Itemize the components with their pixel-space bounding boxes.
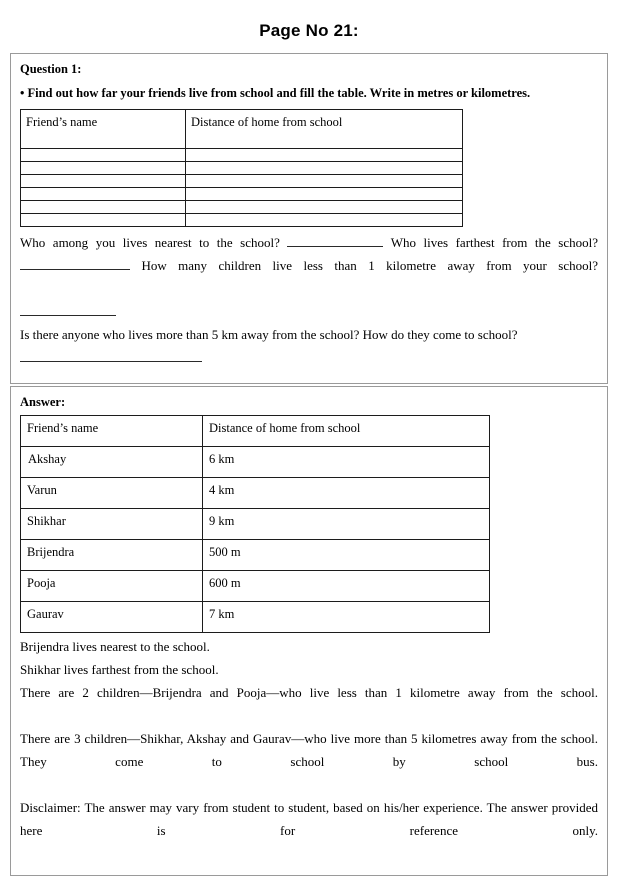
answer-blank-nearest[interactable]	[287, 234, 383, 247]
answer-blank-under-one-km[interactable]	[20, 303, 116, 316]
column-header-distance: Distance of home from school	[203, 416, 490, 447]
table-row	[21, 447, 490, 478]
friend-name-cell: Varun	[21, 478, 203, 509]
followup-questions-paragraph	[20, 231, 598, 300]
answer-blank-row-over-five-km	[20, 346, 598, 369]
distance-cell: 7 km	[203, 602, 490, 633]
table-row[interactable]	[21, 201, 463, 214]
followup-question-nearest: Who among you lives nearest to the school?	[20, 235, 280, 250]
friend-name-cell: Akshay	[21, 447, 203, 478]
empty-distance-cell[interactable]	[186, 214, 463, 227]
table-row	[21, 478, 490, 509]
empty-distance-cell[interactable]	[186, 162, 463, 175]
empty-name-cell[interactable]	[21, 162, 186, 175]
followup-question-farthest: Who lives farthest from the school?	[390, 235, 599, 250]
friend-name-cell: Gaurav	[21, 602, 203, 633]
distance-cell: 4 km	[203, 478, 490, 509]
distance-cell: 9 km	[203, 509, 490, 540]
column-header-friend-name: Friend’s name	[21, 416, 203, 447]
answer-blank-farthest[interactable]	[20, 257, 130, 270]
answer-blank-over-five-km[interactable]	[20, 349, 202, 362]
empty-distance-cell[interactable]	[186, 188, 463, 201]
distance-cell: 600 m	[203, 571, 490, 602]
answer-heading: Answer:	[20, 395, 66, 409]
friend-name-cell: Brijendra	[21, 540, 203, 571]
distance-cell: 500 m	[203, 540, 490, 571]
followup-question-under-one-km: How many children live less than 1 kilometre away from your school?	[141, 258, 599, 273]
answer-paragraph-farthest: Shikhar lives farthest from the school.	[20, 662, 219, 677]
empty-name-cell[interactable]	[21, 214, 186, 227]
empty-distance-cell[interactable]	[186, 201, 463, 214]
empty-distance-cell[interactable]	[186, 175, 463, 188]
distance-cell: 6 km	[203, 447, 490, 478]
table-header-row	[21, 110, 463, 149]
table-header-row	[21, 416, 490, 447]
table-row	[21, 571, 490, 602]
table-row[interactable]	[21, 149, 463, 162]
page-title: Page No 21:	[259, 21, 359, 40]
empty-name-cell[interactable]	[21, 175, 186, 188]
empty-name-cell[interactable]	[21, 201, 186, 214]
question-box	[10, 53, 608, 384]
column-header-friend-name: Friend’s name	[21, 110, 186, 149]
friend-name-cell: Shikhar	[21, 509, 203, 540]
empty-name-cell[interactable]	[21, 149, 186, 162]
answer-paragraph-over-five-km: There are 3 children—Shikhar, Akshay and Gaurav—who live more than 5 kilometres away from the school. They come to school by school bus.	[20, 731, 598, 769]
table-row	[21, 540, 490, 571]
answer-box	[10, 386, 608, 876]
table-row[interactable]	[21, 188, 463, 201]
empty-name-cell[interactable]	[21, 188, 186, 201]
answer-table	[20, 415, 490, 633]
table-row	[21, 509, 490, 540]
answer-disclaimer: Disclaimer: The answer may vary from student to student, based on his/her experience. The answer provided here is for reference only.	[20, 800, 598, 838]
table-row	[21, 602, 490, 633]
column-header-distance: Distance of home from school	[186, 110, 463, 149]
question-box-spacer	[20, 369, 598, 375]
answer-paragraph-nearest: Brijendra lives nearest to the school.	[20, 639, 210, 654]
table-row[interactable]	[21, 214, 463, 227]
empty-distance-cell[interactable]	[186, 149, 463, 162]
answer-blank-row-under-one-km	[20, 300, 598, 323]
blank-worksheet-table	[20, 109, 463, 227]
table-row[interactable]	[21, 175, 463, 188]
followup-question-over-five-km: Is there anyone who lives more than 5 km away from the school? How do they come to school?	[20, 327, 518, 342]
question-heading: Question 1:	[20, 62, 82, 76]
answer-paragraph-under-one-km: There are 2 children—Brijendra and Pooja—who live less than 1 kilometre away from the school.	[20, 685, 598, 700]
friend-name-cell: Pooja	[21, 571, 203, 602]
question-prompt: • Find out how far your friends live from school and fill the table. Write in metres or kilometres.	[20, 86, 531, 100]
table-row[interactable]	[21, 162, 463, 175]
